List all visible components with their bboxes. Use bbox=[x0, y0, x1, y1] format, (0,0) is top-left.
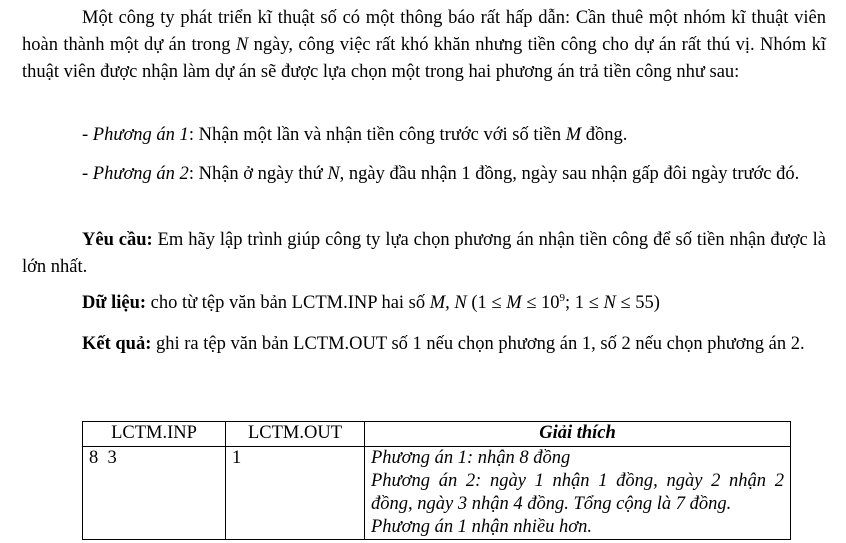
option-1-label: Phương án 1 bbox=[92, 125, 189, 145]
option-2-text: : Nhận ở ngày thứ bbox=[188, 164, 328, 184]
option-2-paragraph bbox=[22, 161, 826, 188]
example-input-value: 8 3 bbox=[89, 448, 117, 468]
input-vars: M, N bbox=[429, 293, 467, 313]
option-1-text-end: đồng. bbox=[581, 125, 628, 145]
input-label: Dữ liệu: bbox=[82, 293, 147, 313]
option-2-label: Phương án 2 bbox=[92, 164, 189, 184]
input-text: cho từ tệp văn bản LCTM.INP hai số bbox=[146, 293, 430, 313]
requirement-label: Yêu cầu: bbox=[82, 230, 153, 250]
table-row bbox=[83, 447, 791, 540]
requirement-text: Em hãy lập trình giúp công ty lựa chọn phương án nhận tiền công để số tiền nhận được là lớn nhất. bbox=[22, 230, 826, 277]
explanation-line-2: Phương án 2: ngày 1 nhận 1 đồng, ngày 2 nhận 2 đồng, ngày 3 nhận 4 đồng. Tổng cộng là 7 đồng. bbox=[371, 471, 784, 514]
output-text: ghi ra tệp văn bản LCTM.OUT số 1 nếu chọn phương án 1, số 2 nếu chọn phương án 2. bbox=[151, 334, 805, 354]
output-paragraph bbox=[22, 331, 826, 358]
example-output: 1 bbox=[226, 447, 365, 540]
intro-text: Một công ty phát triển kĩ thuật số có một thông báo rất hấp dẫn: Cần thuê một nhóm kĩ thuật viên hoàn thành một dự án trong bbox=[22, 8, 826, 55]
example-input bbox=[83, 447, 226, 540]
option-1-paragraph bbox=[22, 122, 826, 149]
input-constraint-exponent: 9 bbox=[559, 292, 566, 304]
header-output: LCTM.OUT bbox=[226, 422, 365, 447]
example-table bbox=[82, 421, 791, 540]
input-constraint-m-upper: ≤ 10 bbox=[521, 293, 560, 313]
option-1-dash: - bbox=[82, 125, 93, 145]
option-2-dash: - bbox=[82, 164, 93, 184]
option-1-var-m: M bbox=[565, 125, 582, 145]
intro-rest: ngày, công việc rất khó khăn nhưng tiền công cho dự án rất thú vị. Nhóm kĩ thuật viên được nhận làm dự án sẽ được lựa chọn một trong hai phương án trả tiền công như sau: bbox=[22, 35, 826, 82]
example-table-header bbox=[83, 422, 791, 447]
input-constraint-close: ≤ 55) bbox=[615, 293, 660, 313]
explanation-line-1: Phương án 1: nhận 8 đồng bbox=[371, 448, 571, 468]
header-input: LCTM.INP bbox=[83, 422, 226, 447]
intro-paragraph bbox=[22, 5, 826, 86]
requirement-paragraph bbox=[22, 227, 826, 281]
input-constraint-open: (1 ≤ bbox=[466, 293, 507, 313]
option-1-text: : Nhận một lần và nhận tiền công trước với số tiền bbox=[188, 125, 566, 145]
intro-var-n: N bbox=[235, 35, 249, 55]
example-explanation bbox=[365, 447, 791, 540]
header-explanation: Giải thích bbox=[365, 422, 791, 447]
output-label: Kết quả: bbox=[82, 334, 152, 354]
option-2-text-end: , ngày đầu nhận 1 đồng, ngày sau nhận gấp đôi ngày trước đó. bbox=[339, 164, 800, 184]
input-paragraph bbox=[22, 290, 826, 317]
input-constraint-sep: ; 1 ≤ bbox=[565, 293, 604, 313]
input-constraint-m: M bbox=[506, 293, 522, 313]
input-constraint-n: N bbox=[603, 293, 616, 313]
explanation-line-3: Phương án 1 nhận nhiều hơn. bbox=[371, 517, 592, 537]
option-2-var-n: N bbox=[327, 164, 340, 184]
